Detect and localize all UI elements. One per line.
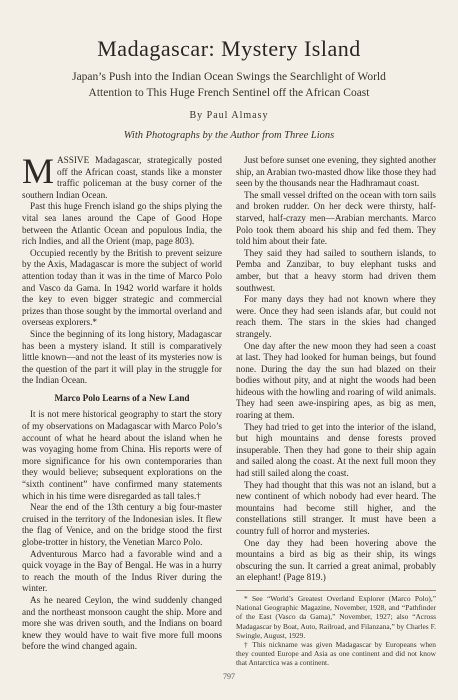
byline: By Paul Almasy [189, 110, 269, 121]
intro-paragraph [22, 151, 222, 201]
body-paragraph: Adventurous Marco had a favorable wind and a quick voyage in the Bay of Bengal. He was in a hurry to reach the mouth of the Indus River during the winter. [22, 548, 222, 594]
dropcap: M [22, 151, 55, 191]
body-paragraph: One day they had been hovering above the mountains a bird as big as their ship, its wings obscuring the sun. It carried a great animal, probably an elephant! (Page 819.) [236, 537, 436, 583]
subtitle-line-1: Japan’s Push into the Indian Ocean Swings the Searchlight of World [72, 71, 386, 83]
photo-credit: With Photographs by the Author from Three Lions [123, 130, 335, 141]
body-paragraph: Since the beginning of its long history, Madagascar has been a mystery island. It still is comparatively little known—and not the least of its mysteries now is the question of the part it will play in the struggle for the Indian Ocean. [22, 328, 222, 386]
body-paragraph: Past this huge French island go the ships plying the vital sea lanes around the Cape of Good Hope between the Atlantic Ocean and populous India, the rich Indies, and all the Orient (map, page 803). [22, 201, 222, 247]
article-title: Madagascar: Mystery Island [97, 36, 361, 61]
page-number: 797 [223, 672, 235, 681]
right-column [236, 155, 436, 668]
body-paragraph: The small vessel drifted on the ocean with torn sails and broken rudder. On her deck were thirsty, half-starved, half-crazy men—Arabian merchants. Marco Polo took them aboard his ship and fed them. They told him about their fate. [236, 189, 436, 247]
body-paragraph: It is not mere historical geography to start the story of my observations on Madagascar with Marco Polo’s account of what he heard about the island when he was voyaging home from China. His reports were of more significance for his own contemporaries than they would believe; subsequent explorations on the “sixth continent” have confirmed many statements which in his time were disregarded as tall tales.† [22, 409, 222, 501]
footnotes [236, 590, 436, 668]
body-paragraph: Near the end of the 13th century a big four-master cruised in the territory of the Indonesian isles. It flew the flag of Venice, and on the bridge stood the first globe-trotter in history, the Venetian Marco Polo. [22, 502, 222, 547]
body-paragraph: They said they had sailed to southern islands, to Pemba and Zanzibar, to buy elephant tusks and amber, but that a heavy storm had driven them southwest. [236, 247, 436, 293]
body-paragraph: As he neared Ceylon, the wind suddenly changed and the northeast monsoon caught the ship. More and more she was driven south, and the Indians on board knew they would have to wait five more full moons before the wind changed again. [22, 594, 222, 652]
footnote: † This nickname was given Madagascar by Europeans when they counted Europe and Asia as one continent and did not know that Antarctica was a continent. [236, 639, 436, 668]
body-paragraph: They had thought that this was not an island, but a new continent of which nobody had ever heard. The mountains had become still higher, and the constellations still stranger. It must have been a country full of horror and mysteries. [236, 479, 436, 536]
body-paragraph: They had tried to get into the interior of the island, but high mountains and dense forests proved insuperable. Then they had gone to their ship again and sailed along the coast. At the next full moon they had still sailed along the coast. [236, 421, 436, 479]
intro-text: ASSIVE Madagascar, strategically posted off the African coast, stands like a monster traffic policeman at the busy corner of the southern Indian Ocean. [22, 155, 222, 200]
body-paragraph: Occupied recently by the British to prevent seizure by the Axis, Madagascar is more the subject of world attention today than it was in the time of Marco Polo and Vasco da Gama. In 1942 world warfare it holds the key to even bigger strategic and commercial prizes than those sought by the immortal overland and overseas explorers.* [22, 247, 222, 328]
subtitle-line-2: Attention to This Huge French Sentinel off the African Coast [88, 87, 370, 99]
section-heading: Marco Polo Learns of a New Land [54, 392, 190, 403]
body-paragraph: For many days they had not known where they were. Once they had seen islands afar, but could not reach them. The stars in the skies had changed strangely. [236, 294, 436, 339]
article-subtitle [18, 69, 440, 101]
footnote: * See “World’s Greatest Overland Explorer (Marco Polo),” National Geographic Magazine, November, 1928, and “Pathfinder of the East (Vasco da Gama),” November, 1927; also “Across Madagascar by Boat, Auto, Railroad, and Filanzana,” by Charles F. Swingle, August, 1929. [236, 593, 436, 640]
left-column [22, 151, 222, 653]
body-paragraph: Just before sunset one evening, they sighted another ship, an Arabian two-masted dhow like those they had seen by the thousands near the Hadhramaut coast. [236, 155, 436, 189]
body-paragraph: One day after the new moon they had seen a coast at last. They had looked for human beings, but found none. During the day the sun had blazed on their bodies without pity, and at night the woods had been hideous with the howling and roaring of wild animals. They had seen awe-inspiring apes, as big as men, roaring at them. [236, 340, 436, 421]
